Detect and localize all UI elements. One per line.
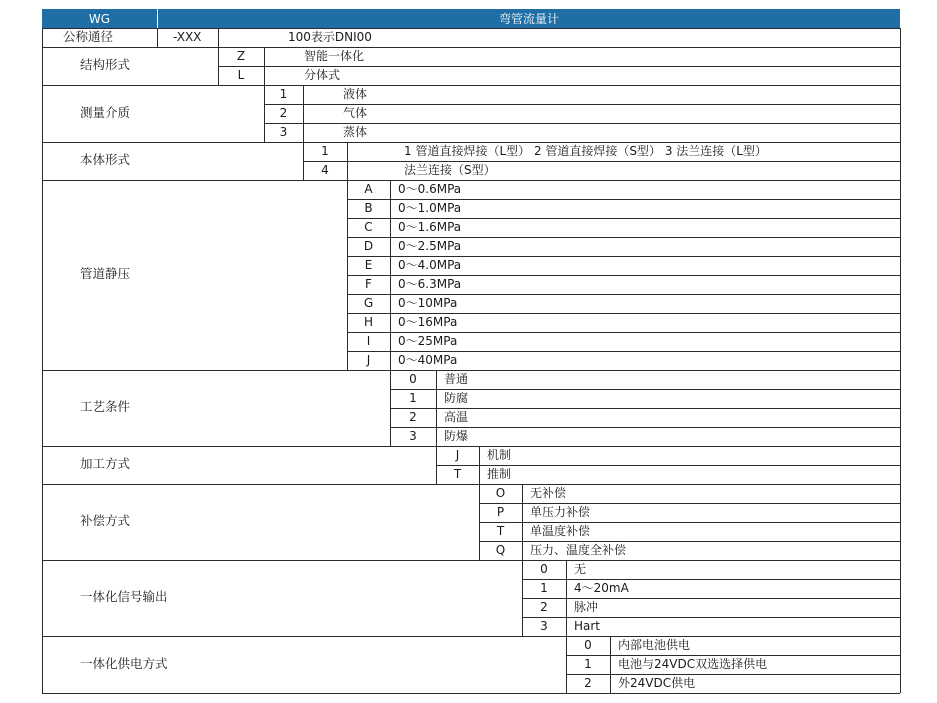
option-code-power: 1 — [584, 656, 592, 671]
grid-line — [42, 47, 900, 48]
option-desc-medium: 气体 — [343, 105, 368, 120]
option-desc-signal: 4～20mA — [574, 580, 629, 595]
grid-line — [42, 180, 900, 181]
grid-line — [42, 180, 43, 370]
option-code-signal: 1 — [540, 580, 548, 595]
option-desc-pressure: 0～1.6MPa — [398, 219, 462, 234]
grid-line — [42, 142, 43, 180]
grid-line — [303, 161, 900, 162]
option-code-machining: J — [455, 447, 460, 462]
grid-line — [390, 408, 900, 409]
grid-line — [900, 28, 901, 47]
grid-line — [42, 693, 900, 694]
grid-line — [566, 655, 900, 656]
option-code-pressure: H — [363, 314, 374, 329]
grid-line — [347, 351, 900, 352]
grid-line — [42, 370, 43, 446]
grid-line — [479, 541, 900, 542]
grid-line — [522, 598, 900, 599]
grid-line — [157, 28, 158, 47]
grid-line — [218, 66, 900, 67]
grid-line — [42, 85, 900, 86]
option-desc-body: 1 管道直接焊接（L型） 2 管道直接焊接（S型） 3 法兰连接（L型） — [404, 143, 767, 158]
grid-line — [42, 484, 900, 485]
option-desc-medium: 液体 — [343, 86, 368, 101]
grid-line — [42, 47, 43, 85]
option-desc-medium: 蒸体 — [343, 124, 368, 139]
option-code-medium: 3 — [279, 124, 288, 139]
nominal-diameter-code: -XXX — [173, 29, 202, 44]
grid-line — [522, 579, 900, 580]
option-code-pressure: A — [364, 181, 373, 196]
grid-line — [390, 427, 900, 428]
option-desc-power: 外24VDC供电 — [618, 675, 696, 690]
grid-line — [522, 617, 900, 618]
option-code-power: 0 — [584, 637, 592, 652]
grid-line — [347, 332, 900, 333]
group-label-compensation: 补偿方式 — [80, 513, 131, 528]
option-desc-compensation: 单压力补偿 — [530, 504, 591, 519]
option-code-medium: 2 — [279, 105, 288, 120]
grid-line — [42, 560, 900, 561]
grid-line — [42, 370, 900, 371]
option-desc-process: 高温 — [444, 409, 469, 424]
option-desc-machining: 推制 — [487, 466, 512, 481]
grid-line — [610, 636, 611, 693]
group-label-power: 一体化供电方式 — [80, 655, 168, 671]
option-code-pressure: B — [364, 200, 373, 215]
option-code-medium: 1 — [279, 86, 288, 101]
grid-line — [566, 674, 900, 675]
grid-line — [42, 28, 43, 47]
grid-line — [900, 446, 901, 484]
option-desc-compensation: 压力、温度全补偿 — [530, 542, 627, 557]
option-code-signal: 2 — [540, 599, 548, 614]
option-code-body: 4 — [321, 162, 329, 177]
option-code-compensation: Q — [495, 542, 506, 557]
option-desc-power: 内部电池供电 — [618, 637, 691, 652]
grid-line — [42, 636, 43, 693]
option-code-structure: Z — [236, 48, 246, 63]
grid-line — [900, 370, 901, 446]
option-desc-pressure: 0～2.5MPa — [398, 238, 462, 253]
option-code-pressure: F — [365, 276, 372, 291]
option-desc-signal: Hart — [574, 618, 601, 633]
option-code-process: 3 — [409, 428, 417, 443]
option-desc-process: 防爆 — [444, 428, 469, 443]
grid-line — [303, 85, 304, 142]
option-desc-process: 防腐 — [444, 390, 469, 405]
option-code-structure: L — [237, 67, 245, 82]
grid-line — [347, 294, 900, 295]
grid-line — [479, 522, 900, 523]
option-code-power: 2 — [584, 675, 592, 690]
option-code-pressure: D — [363, 238, 374, 253]
nominal-diameter-desc: 100表示DNI00 — [288, 29, 372, 44]
grid-line — [900, 142, 901, 180]
grid-line — [42, 484, 43, 560]
group-label-process: 工艺条件 — [80, 399, 131, 414]
grid-line — [42, 636, 900, 637]
option-desc-signal: 脉冲 — [574, 599, 599, 614]
grid-line — [390, 389, 900, 390]
nominal-diameter-label: 公称通径 — [63, 28, 114, 44]
grid-line — [347, 313, 900, 314]
grid-line — [42, 446, 43, 484]
option-code-pressure: E — [364, 257, 373, 272]
grid-line — [42, 560, 43, 636]
option-desc-pressure: 0～0.6MPa — [398, 181, 462, 196]
option-code-process: 1 — [409, 390, 417, 405]
option-desc-compensation: 无补偿 — [530, 485, 567, 500]
grid-line — [900, 636, 901, 693]
option-desc-pressure: 0～6.3MPa — [398, 276, 462, 291]
grid-line — [347, 237, 900, 238]
option-code-signal: 3 — [540, 618, 548, 633]
option-code-compensation: T — [496, 523, 505, 538]
option-desc-signal: 无 — [574, 561, 587, 576]
option-code-process: 0 — [409, 371, 417, 386]
option-desc-pressure: 0～4.0MPa — [398, 257, 462, 272]
option-desc-process: 普通 — [444, 371, 469, 386]
grid-line — [42, 28, 900, 29]
table-title: 弯管流量计 — [158, 9, 900, 28]
grid-line — [479, 503, 900, 504]
grid-line — [347, 275, 900, 276]
option-desc-pressure: 0～25MPa — [398, 333, 458, 348]
grid-line — [900, 484, 901, 560]
header-divider — [157, 9, 158, 28]
grid-line — [900, 560, 901, 636]
option-code-machining: T — [453, 466, 462, 481]
grid-line — [347, 256, 900, 257]
grid-line — [347, 218, 900, 219]
grid-line — [900, 180, 901, 370]
option-desc-pressure: 0～40MPa — [398, 352, 458, 367]
group-label-machining: 加工方式 — [80, 456, 131, 471]
option-code-pressure: I — [366, 333, 371, 348]
option-code-compensation: O — [495, 485, 506, 500]
grid-line — [42, 85, 43, 142]
grid-line — [42, 446, 900, 447]
option-code-compensation: P — [496, 504, 505, 519]
option-desc-body: 法兰连接（S型） — [404, 162, 496, 177]
grid-line — [436, 465, 900, 466]
grid-line — [347, 199, 900, 200]
group-label-body: 本体形式 — [80, 152, 131, 167]
option-desc-compensation: 单温度补偿 — [530, 523, 591, 538]
grid-line — [42, 142, 900, 143]
grid-line — [264, 123, 900, 124]
group-label-medium: 测量介质 — [80, 104, 131, 120]
grid-line — [900, 85, 901, 142]
grid-line — [218, 28, 219, 47]
option-code-signal: 0 — [540, 561, 548, 576]
option-code-pressure: J — [366, 352, 371, 367]
group-label-structure: 结构形式 — [80, 57, 131, 72]
option-desc-machining: 机制 — [487, 447, 512, 462]
option-desc-power: 电池与24VDC双选选择供电 — [618, 656, 768, 671]
option-desc-pressure: 0～1.0MPa — [398, 200, 462, 215]
grid-line — [900, 47, 901, 85]
option-desc-pressure: 0～16MPa — [398, 314, 458, 329]
option-code-pressure: G — [363, 295, 374, 310]
option-code-process: 2 — [409, 409, 417, 424]
group-label-pressure: 管道静压 — [80, 266, 131, 281]
option-code-pressure: C — [364, 219, 373, 234]
option-code-body: 1 — [321, 143, 329, 158]
option-desc-structure: 分体式 — [304, 67, 341, 82]
grid-line — [264, 104, 900, 105]
group-label-signal: 一体化信号输出 — [80, 589, 168, 604]
model-header-cell: WG — [42, 9, 157, 28]
option-desc-structure: 智能一体化 — [304, 48, 365, 63]
option-desc-pressure: 0～10MPa — [398, 295, 458, 310]
